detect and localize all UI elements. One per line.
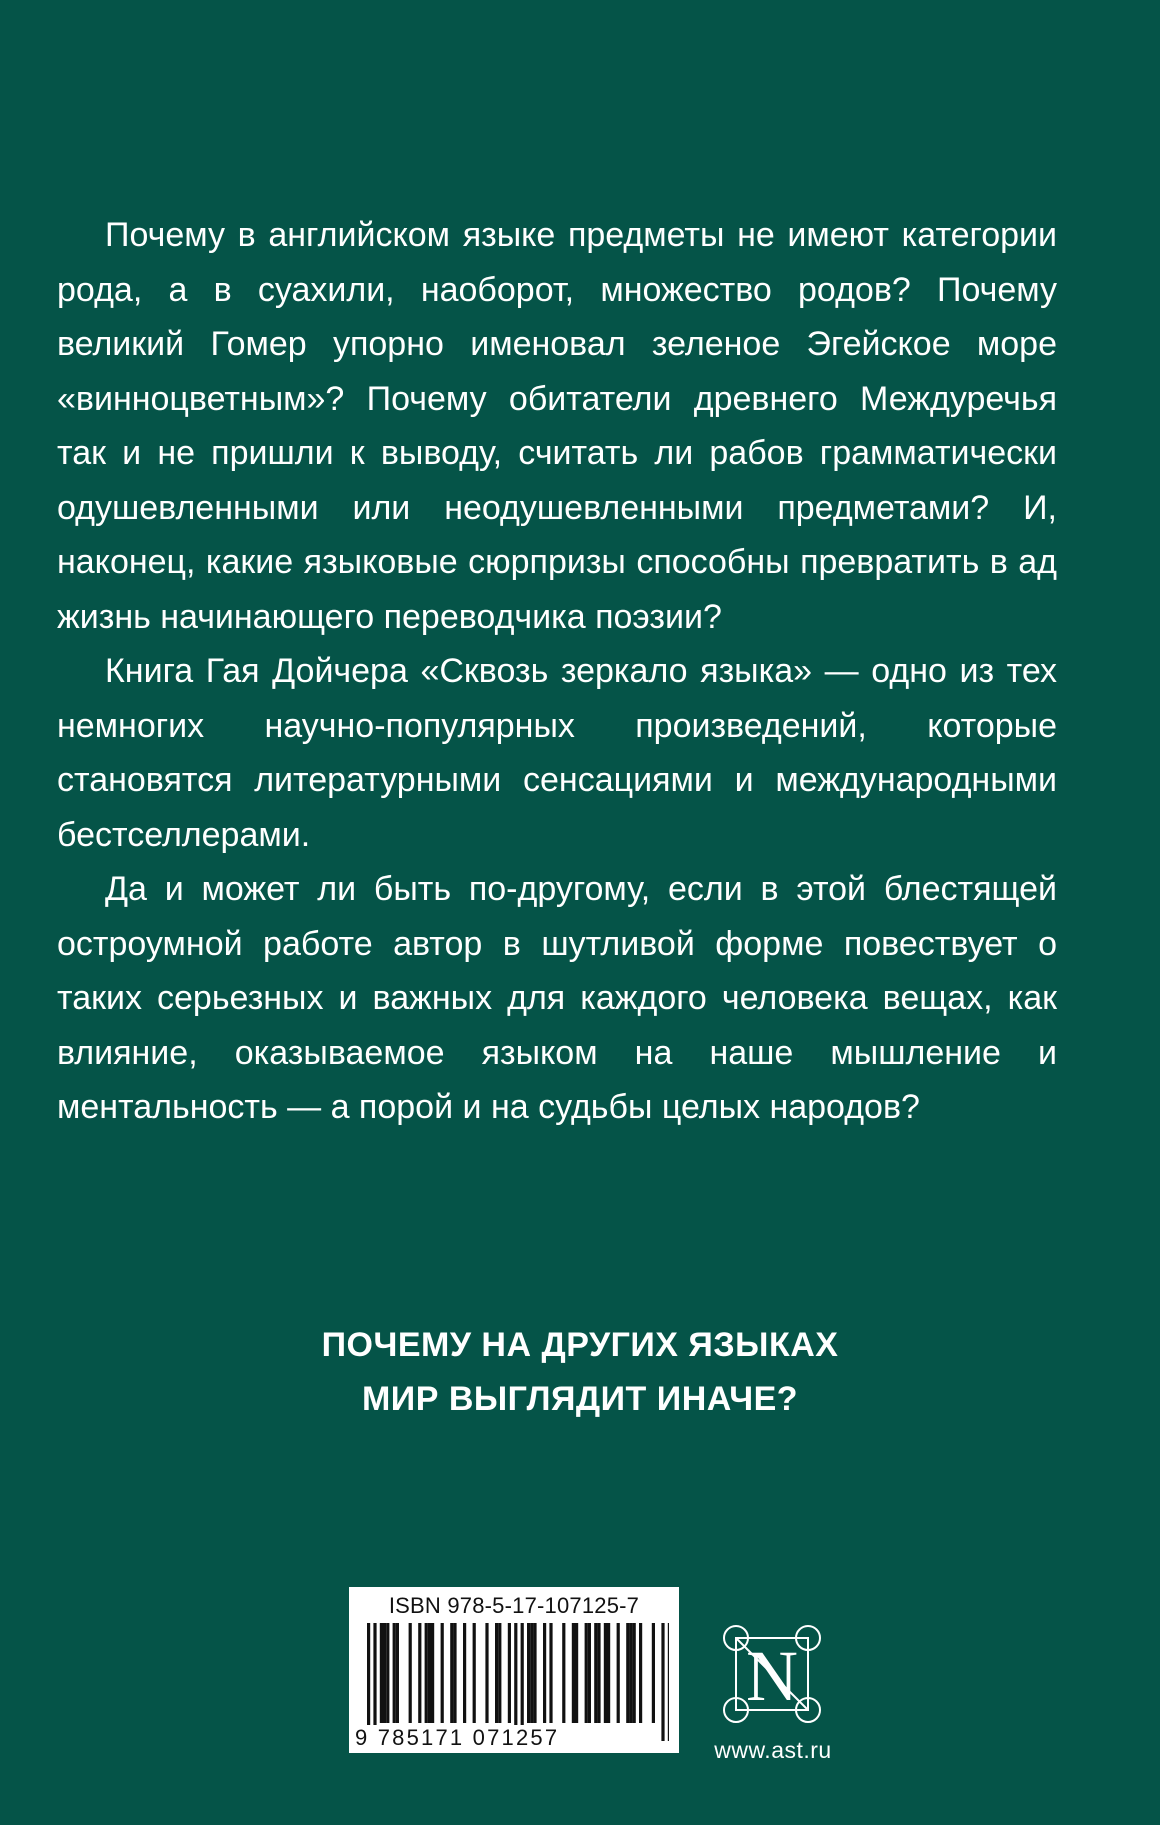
barcode-bar [495, 1623, 498, 1723]
barcode-bar [367, 1623, 370, 1741]
barcode-bar [617, 1623, 620, 1723]
barcode-bar [383, 1623, 386, 1723]
barcode-bar [572, 1623, 575, 1723]
isbn-barcode [349, 1587, 679, 1753]
barcode-bar [386, 1623, 389, 1723]
barcode-bar [409, 1623, 412, 1723]
barcode-bar [380, 1623, 383, 1723]
barcode-bar [473, 1623, 476, 1723]
barcode-bar [543, 1623, 546, 1723]
barcode-digits [353, 1725, 561, 1751]
blurb-paragraph-1: Почему в английском языке предметы не имеют категории рода, а в суахили, наоборот, множество родов? Почему великий Гомер упорно именовал зеленое Эгейское море «винноцветным»? Почему обитатели древнего Междуречья так и не пришли к выводу, считать ли рабов грамматически одушевленными или неодушевленными предметами? И, наконец, какие языковые сюрпризы способны превратить в ад жизнь начинающего переводчика поэзии? [57, 216, 1057, 636]
barcode-bar [514, 1623, 517, 1741]
barcode-bar [463, 1623, 466, 1723]
barcode-bar [373, 1623, 376, 1741]
barcode-bar [450, 1623, 453, 1723]
barcode-bar [575, 1623, 578, 1723]
barcode-bar [633, 1623, 636, 1723]
barcode-bar [629, 1623, 632, 1723]
publisher-logo [718, 1620, 826, 1728]
barcode-bar [533, 1623, 536, 1723]
barcode-bar [588, 1623, 591, 1723]
barcode-bar [668, 1623, 669, 1741]
barcode-bar [585, 1623, 588, 1723]
tagline-line-1: ПОЧЕМУ НА ДРУГИХ ЯЗЫКАХ [321, 1326, 839, 1364]
barcode-bar [418, 1623, 421, 1723]
barcode-bar [441, 1623, 444, 1723]
barcode-bar [393, 1623, 396, 1723]
tagline [0, 1318, 1160, 1426]
barcode-bar [594, 1623, 597, 1723]
barcode-bar [485, 1623, 488, 1723]
blurb-paragraph-3: Да и может ли быть по-другому, если в этой блестящей остроумной работе автор в шутливой форме повествует о таких серьезных и важных для каждого человека вещах, как влияние, оказываемое языком на наше мышление и ментальность — а порой и на судьбы целых народов? [57, 870, 1057, 1126]
barcode-bars [359, 1623, 669, 1741]
barcode-bar [652, 1623, 655, 1723]
barcode-bar [562, 1623, 565, 1723]
barcode-bar [431, 1623, 434, 1723]
barcode-bar [607, 1623, 610, 1723]
publisher-website[interactable]: www.ast.ru [714, 1737, 832, 1763]
barcode-bar [661, 1623, 664, 1741]
barcode-bar [498, 1623, 501, 1723]
blurb-paragraph-2: Книга Гая Дойчера «Сквозь зеркало языка» — одно из тех немногих научно-популярных произведений, которые становятся литературными сенсациями и международными бестселлерами. [57, 652, 1057, 854]
isbn-label: ISBN 978-5-17-107125-7 [388, 1593, 640, 1618]
tagline-line-2: МИР ВЫГЛЯДИТ ИНАЧЕ? [361, 1380, 799, 1418]
barcode-bar [453, 1623, 456, 1723]
barcode-bar [639, 1623, 642, 1723]
barcode-bar [530, 1623, 533, 1723]
barcode-bar [549, 1623, 552, 1723]
barcode-bar [508, 1623, 511, 1723]
barcode-bar [604, 1623, 607, 1723]
barcode-bar [396, 1623, 399, 1723]
barcode-bar [626, 1623, 629, 1723]
barcode-digits-text: 9 785171 071257 [355, 1725, 560, 1750]
barcode-bar [428, 1623, 431, 1723]
logo-letter: N [746, 1636, 798, 1716]
barcode-bar [527, 1623, 530, 1723]
barcode-bar [521, 1623, 524, 1741]
barcode-bar [597, 1623, 600, 1723]
back-cover-blurb [57, 208, 1057, 1135]
barcode-bar [425, 1623, 428, 1723]
